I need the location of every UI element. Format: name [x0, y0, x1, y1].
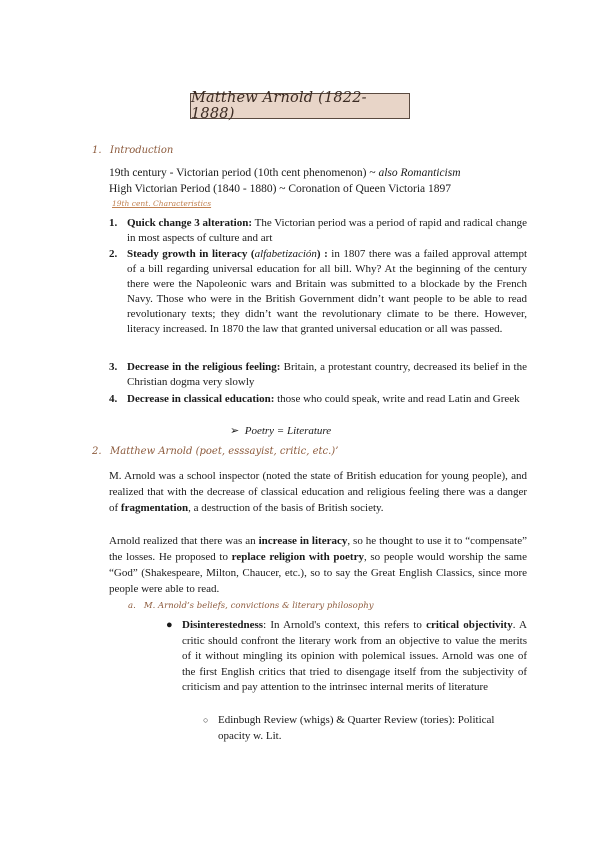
paragraph-2-text-b: , so he thought to use it to “compensate” the losses. He proposed to [109, 535, 527, 563]
bullet-text-a: : In Arnold's context, this refers to [263, 619, 427, 631]
intro-line-2: High Victorian Period (1840 - 1880) ~ Coronation of Queen Victoria 1897 [109, 183, 452, 195]
subsection-a-title: M. Arnold’s beliefs, convictions & literary philosophy [143, 601, 374, 611]
list-item-4-text: those who could speak, write and read Latin and Greek [274, 393, 520, 405]
list-item-2-text: in 1807 there was a failed approval attempt of a bill regarding universal education for all bill. Why? At the beginning of the century there were the Napoleonic wars and Britain was submitted to a blockade by the French Navy. Those who were in the British Government didn’t want people to be able to read revolutionary texts; they didn’t want the revolutionary climate to be there. However, literacy increased. In 1870 the law that granted universal education or all was passed. [127, 248, 528, 335]
paragraph-1 [109, 468, 527, 516]
arrow-line [230, 424, 331, 437]
list-item-3-bold: Decrease in the religious feeling: [127, 361, 281, 373]
list-item-3 [109, 360, 527, 390]
characteristics-subheading: 19th cent. Characteristics [112, 199, 212, 208]
intro-line-1-italic: also Romanticism [378, 167, 461, 179]
paragraph-2-text-c: , so people would worship the same “God” (Shakespeare, Milton, Chaucer, etc.), so to say the Great English Classics, since more people were able to read. [109, 551, 527, 595]
section-2-heading [92, 446, 338, 457]
arrow-text: Poetry = Literature [244, 425, 332, 437]
subsection-a-number: a. [128, 601, 136, 611]
section-1-title: Introduction [110, 145, 174, 156]
page-title: Matthew Arnold (1822-1888) [191, 90, 367, 122]
section-2-title: Matthew Arnold (poet, esssayist, critic, etc.)’ [110, 446, 339, 457]
list-item-2-italic: alfabetización [254, 248, 317, 260]
list-item-1-number: 1. [109, 217, 118, 229]
intro-line-1-text: 19th century - Victorian period (10th cent phenomenon) ~ [109, 167, 379, 179]
list-item-1-text: The Victorian period was a period of rapid and radical change in most aspects of culture and art [127, 217, 527, 244]
paragraph-1-bold: fragmentation [120, 502, 189, 514]
list-item-3-text: Britain, a protestant country, decreased its belief in the Christian dogma very slowly [127, 361, 527, 388]
paragraph-1-text-a: M. Arnold was a school inspector (noted the state of British education for young people), and realized that with the decrease of classical education and religious feeling there was a danger of [109, 470, 527, 514]
bullet-bold: Disinterestedness [182, 619, 264, 631]
bullet-bold-2: critical objectivity [426, 619, 513, 631]
list-item-4 [109, 392, 527, 407]
intro-line-1 [109, 166, 461, 181]
list-item-2 [109, 247, 528, 337]
list-item-1 [109, 216, 527, 246]
bullet-dot-icon: ● [166, 619, 173, 631]
paragraph-2-bold-2: replace religion with poetry [231, 551, 364, 563]
list-item-4-bold: Decrease in classical education: [127, 393, 275, 405]
arrow-icon: ➢ [230, 425, 240, 437]
paragraph-1-text-b: , a destruction of the basis of British society. [188, 502, 384, 514]
title-box [190, 90, 410, 122]
paragraph-2-bold-1: increase in literacy [258, 535, 348, 547]
bullet-text-b: . A critic should confront the literary work from an objective to value the merits of it without mingling its opinion with polemical issues. Arnold was one of the first English critics that tried to disengage itself from the subjectivity of criticism and pay attention to the intrinsec internal merits of literature [182, 619, 527, 693]
list-item-2-number: 2. [109, 248, 118, 260]
bullet-disinterestedness [166, 618, 527, 696]
paragraph-2-text-a: Arnold realized that there was an [109, 535, 259, 547]
section-2-number: 2. [92, 446, 102, 457]
list-item-1-bold: Quick change 3 alteration: [127, 217, 253, 229]
paragraph-2 [109, 533, 527, 597]
section-1-number: 1. [92, 145, 102, 156]
section-1-heading [92, 145, 173, 156]
sub-bullet-text: Edinbugh Review (whigs) & Quarter Review (tories): Political opacity w. Lit. [218, 714, 495, 742]
sub-bullet-reviews [203, 713, 528, 744]
list-item-2-bold-2: ) : [316, 248, 328, 260]
list-item-4-number: 4. [109, 393, 118, 405]
list-item-3-number: 3. [109, 361, 118, 373]
subsection-a-heading [128, 601, 374, 611]
list-item-2-bold: Steady growth in literacy ( [127, 248, 255, 260]
circle-bullet-icon: ○ [203, 715, 209, 725]
